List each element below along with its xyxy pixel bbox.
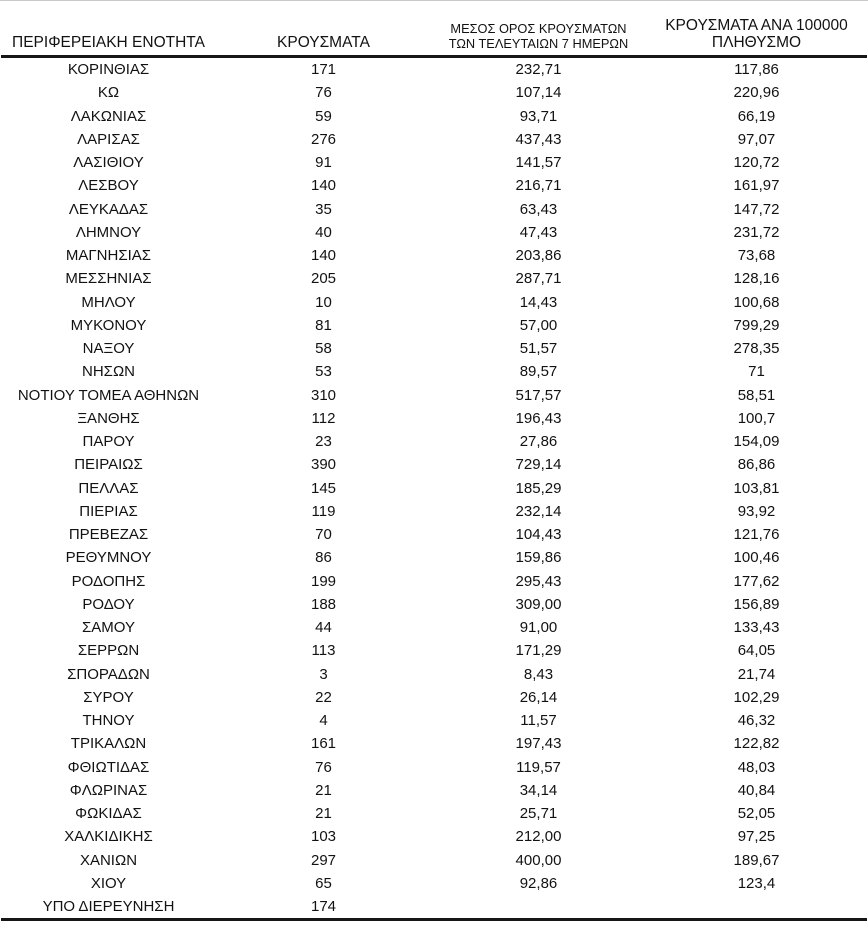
avg-7day-cell: 517,57 [515,386,562,404]
avg-7day-cell: 93,71 [519,107,558,125]
table-body [1,57,867,920]
table-row [1,732,867,755]
region-name-cell: ΡΟΔΟΠΗΣ [71,572,146,590]
region-name-cell: ΝΑΞΟΥ [82,340,135,358]
cases-cell: 145 [310,479,337,497]
table-row [1,291,867,314]
region-name-cell: ΣΥΡΟΥ [83,688,134,706]
region-name-cell: ΦΩΚΙΔΑΣ [75,805,142,823]
table-row [1,639,867,662]
cases-cell: 91 [315,154,332,172]
per-100k-cell: 64,05 [737,642,776,660]
region-name-cell: ΠΡΕΒΕΖΑΣ [68,526,149,544]
per-100k-cell: 46,32 [737,712,776,730]
table-row [1,128,867,151]
per-100k-cell: 121,76 [733,526,780,544]
cases-cell: 76 [315,758,332,776]
region-name-cell: ΠΑΡΟΥ [82,433,135,451]
table-row [1,872,867,895]
cases-cell: 390 [310,456,337,474]
table-row [1,198,867,221]
cases-cell: 86 [315,549,332,567]
cases-cell: 21 [315,781,332,799]
avg-7day-cell: 232,71 [515,61,562,79]
region-name-cell: ΝΗΣΩΝ [82,363,135,381]
cases-cell: 174 [310,898,337,916]
col-header-regional-unit [1,1,216,57]
col-header-per-100k-line2: ΠΛΗΘΥΣΜΟ [711,34,802,51]
per-100k-cell: 147,72 [733,200,780,218]
cases-cell: 76 [315,84,332,102]
col-header-7day-average-line1: ΜΕΣΟΣ ΟΡΟΣ ΚΡΟΥΣΜΑΤΩΝ [450,21,627,36]
avg-7day-cell: 63,43 [519,200,558,218]
avg-7day-cell: 295,43 [515,572,562,590]
region-name-cell: ΣΑΜΟΥ [82,619,135,637]
per-100k-cell: 48,03 [737,758,776,776]
col-header-per-100k [646,1,867,57]
avg-7day-cell: 159,86 [515,549,562,567]
cases-cell: 140 [310,247,337,265]
region-name-cell: ΞΑΝΘΗΣ [77,409,140,427]
region-name-cell: ΛΑΚΩΝΙΑΣ [70,107,147,125]
table-row [1,314,867,337]
table-row [1,360,867,383]
table-header [1,1,867,57]
per-100k-cell: 52,05 [737,805,776,823]
per-100k-cell: 97,25 [737,828,776,846]
region-name-cell: ΠΕΛΛΑΣ [78,479,139,497]
table-row [1,686,867,709]
avg-7day-cell: 107,14 [515,84,562,102]
per-100k-cell: 21,74 [737,665,776,683]
avg-7day-cell: 171,29 [515,642,562,660]
per-100k-cell: 799,29 [733,316,780,334]
header-row [1,1,867,57]
per-100k-cell: 278,35 [733,340,780,358]
col-header-cases [216,1,431,57]
col-header-per-100k-line1: ΚΡΟΥΣΜΑΤΑ ΑΝΑ 100000 [665,17,848,34]
table-row [1,825,867,848]
cases-cell: 81 [315,316,332,334]
cases-cell: 188 [310,595,337,613]
per-100k-cell: 73,68 [737,247,776,265]
table-row [1,174,867,197]
cases-cell: 103 [310,828,337,846]
region-name-cell: ΜΥΚΟΝΟΥ [70,316,147,334]
table-row [1,57,867,82]
table-row [1,384,867,407]
cases-cell: 40 [315,223,332,241]
table-row [1,709,867,732]
region-name-cell: ΚΩ [97,84,120,102]
table-row [1,616,867,639]
table-row [1,802,867,825]
per-100k-cell: 156,89 [733,595,780,613]
region-name-cell: ΧΙΟΥ [90,874,127,892]
per-100k-cell: 71 [748,363,765,381]
per-100k-cell: 86,86 [737,456,776,474]
table-row [1,663,867,686]
table-row [1,105,867,128]
avg-7day-cell: 141,57 [515,154,562,172]
region-name-cell: ΡΟΔΟΥ [82,595,135,613]
cases-cell: 4 [319,712,328,730]
region-name-cell: ΥΠΟ ΔΙΕΡΕΥΝΗΣΗ [42,898,175,916]
col-header-cases-label: ΚΡΟΥΣΜΑΤΑ [277,34,370,51]
avg-7day-cell: 14,43 [519,293,558,311]
region-name-cell: ΛΑΡΙΣΑΣ [77,130,140,148]
table-row [1,477,867,500]
avg-7day-cell: 119,57 [516,758,561,776]
per-100k-cell: 58,51 [737,386,776,404]
table-row [1,500,867,523]
per-100k-cell: 93,92 [737,502,776,520]
per-100k-cell: 97,07 [737,130,776,148]
cases-cell: 171 [310,61,337,79]
avg-7day-cell: 27,86 [519,433,558,451]
region-name-cell: ΣΠΟΡΑΔΩΝ [67,665,150,683]
col-header-regional-unit-label: ΠΕΡΙΦΕΡΕΙΑΚΗ ΕΝΟΤΗΤΑ [12,34,205,51]
cases-cell: 205 [310,270,337,288]
region-name-cell: ΤΗΝΟΥ [82,712,135,730]
table-row [1,430,867,453]
table-row [1,593,867,616]
table-row [1,453,867,476]
region-name-cell: ΦΘΙΩΤΙΔΑΣ [67,758,150,776]
region-name-cell: ΦΛΩΡΙΝΑΣ [69,781,148,799]
per-100k-cell [646,895,867,920]
avg-7day-cell: 104,43 [515,526,562,544]
cases-cell: 58 [315,340,332,358]
avg-7day-cell: 26,14 [519,688,558,706]
table-row [1,849,867,872]
region-name-cell: ΝΟΤΙΟΥ ΤΟΜΕΑ ΑΘΗΝΩΝ [17,386,200,404]
table-row [1,244,867,267]
cases-cell: 70 [315,526,332,544]
region-name-cell: ΛΕΥΚΑΔΑΣ [68,200,149,218]
per-100k-cell: 123,4 [737,874,776,892]
avg-7day-cell: 89,57 [519,363,558,381]
cases-cell: 10 [315,293,332,311]
cases-cell: 3 [319,665,328,683]
avg-7day-cell: 57,00 [519,316,558,334]
table-row [1,570,867,593]
cases-cell: 21 [315,805,332,823]
avg-7day-cell: 287,71 [515,270,562,288]
per-100k-cell: 120,72 [733,154,780,172]
region-name-cell: ΜΑΓΝΗΣΙΑΣ [65,247,152,265]
table-row [1,407,867,430]
per-100k-cell: 231,72 [733,223,780,241]
avg-7day-cell: 11,57 [520,712,557,730]
table-row [1,779,867,802]
table-row [1,523,867,546]
avg-7day-cell: 51,57 [519,340,558,358]
cases-cell: 119 [311,502,336,520]
avg-7day-cell: 34,14 [519,781,558,799]
avg-7day-cell: 309,00 [515,595,562,613]
per-100k-cell: 161,97 [733,177,780,195]
avg-7day-cell: 196,43 [515,409,562,427]
cases-cell: 22 [315,688,332,706]
cases-cell: 59 [315,107,332,125]
avg-7day-cell: 729,14 [515,456,562,474]
avg-7day-cell: 400,00 [515,851,562,869]
per-100k-cell: 100,46 [733,549,780,567]
per-100k-cell: 117,86 [734,61,779,79]
region-name-cell: ΛΗΜΝΟΥ [75,223,142,241]
col-header-7day-average [431,1,646,57]
table-row [1,81,867,104]
cases-cell: 310 [310,386,337,404]
avg-7day-cell: 47,43 [519,223,558,241]
per-100k-cell: 103,81 [733,479,780,497]
cases-cell: 140 [310,177,337,195]
table-row [1,151,867,174]
avg-7day-cell: 203,86 [515,247,562,265]
cases-cell: 297 [310,851,337,869]
cases-cell: 53 [315,363,332,381]
region-name-cell: ΚΟΡΙΝΘΙΑΣ [67,61,150,79]
avg-7day-cell: 91,00 [519,619,558,637]
avg-7day-cell: 185,29 [515,479,562,497]
region-name-cell: ΡΕΘΥΜΝΟΥ [65,549,152,567]
region-name-cell: ΜΗΛΟΥ [81,293,136,311]
per-100k-cell: 154,09 [733,433,780,451]
avg-7day-cell [431,895,646,920]
avg-7day-cell: 212,00 [515,828,562,846]
region-name-cell: ΛΑΣΙΘΙΟΥ [73,154,144,172]
per-100k-cell: 122,82 [733,735,780,753]
avg-7day-cell: 92,86 [519,874,558,892]
table-row [1,221,867,244]
table-row [1,895,867,920]
region-name-cell: ΠΕΙΡΑΙΩΣ [74,456,143,474]
avg-7day-cell: 216,71 [515,177,562,195]
avg-7day-cell: 8,43 [523,665,554,683]
table-row [1,337,867,360]
per-100k-cell: 66,19 [737,107,776,125]
per-100k-cell: 177,62 [733,572,780,590]
per-100k-cell: 100,68 [733,293,780,311]
cases-cell: 199 [310,572,337,590]
table-row [1,267,867,290]
table-row [1,756,867,779]
cases-cell: 23 [315,433,332,451]
cases-cell: 65 [315,874,332,892]
per-100k-cell: 220,96 [733,84,780,102]
region-name-cell: ΧΑΝΙΩΝ [79,851,138,869]
per-100k-cell: 40,84 [737,781,776,799]
cases-cell: 276 [310,130,337,148]
cases-cell: 44 [315,619,332,637]
avg-7day-cell: 232,14 [515,502,562,520]
avg-7day-cell: 197,43 [515,735,562,753]
cases-cell: 161 [310,735,337,753]
per-100k-cell: 128,16 [733,270,780,288]
region-name-cell: ΤΡΙΚΑΛΩΝ [70,735,147,753]
col-header-7day-average-line2: ΤΩΝ ΤΕΛΕΥΤΑΙΩΝ 7 ΗΜΕΡΩΝ [448,36,629,51]
cases-cell: 35 [315,200,332,218]
per-100k-cell: 100,7 [737,409,776,427]
region-name-cell: ΣΕΡΡΩΝ [77,642,140,660]
cases-cell: 112 [311,409,336,427]
avg-7day-cell: 437,43 [515,130,562,148]
per-100k-cell: 102,29 [733,688,780,706]
per-100k-cell: 189,67 [733,851,780,869]
cases-cell: 113 [311,642,336,660]
region-name-cell: ΜΕΣΣΗΝΙΑΣ [65,270,152,288]
region-name-cell: ΧΑΛΚΙΔΙΚΗΣ [64,828,153,846]
per-100k-cell: 133,43 [733,619,780,637]
regional-cases-table [1,1,867,921]
region-name-cell: ΛΕΣΒΟΥ [78,177,139,195]
avg-7day-cell: 25,71 [519,805,558,823]
table-row [1,546,867,569]
region-name-cell: ΠΙΕΡΙΑΣ [79,502,138,520]
